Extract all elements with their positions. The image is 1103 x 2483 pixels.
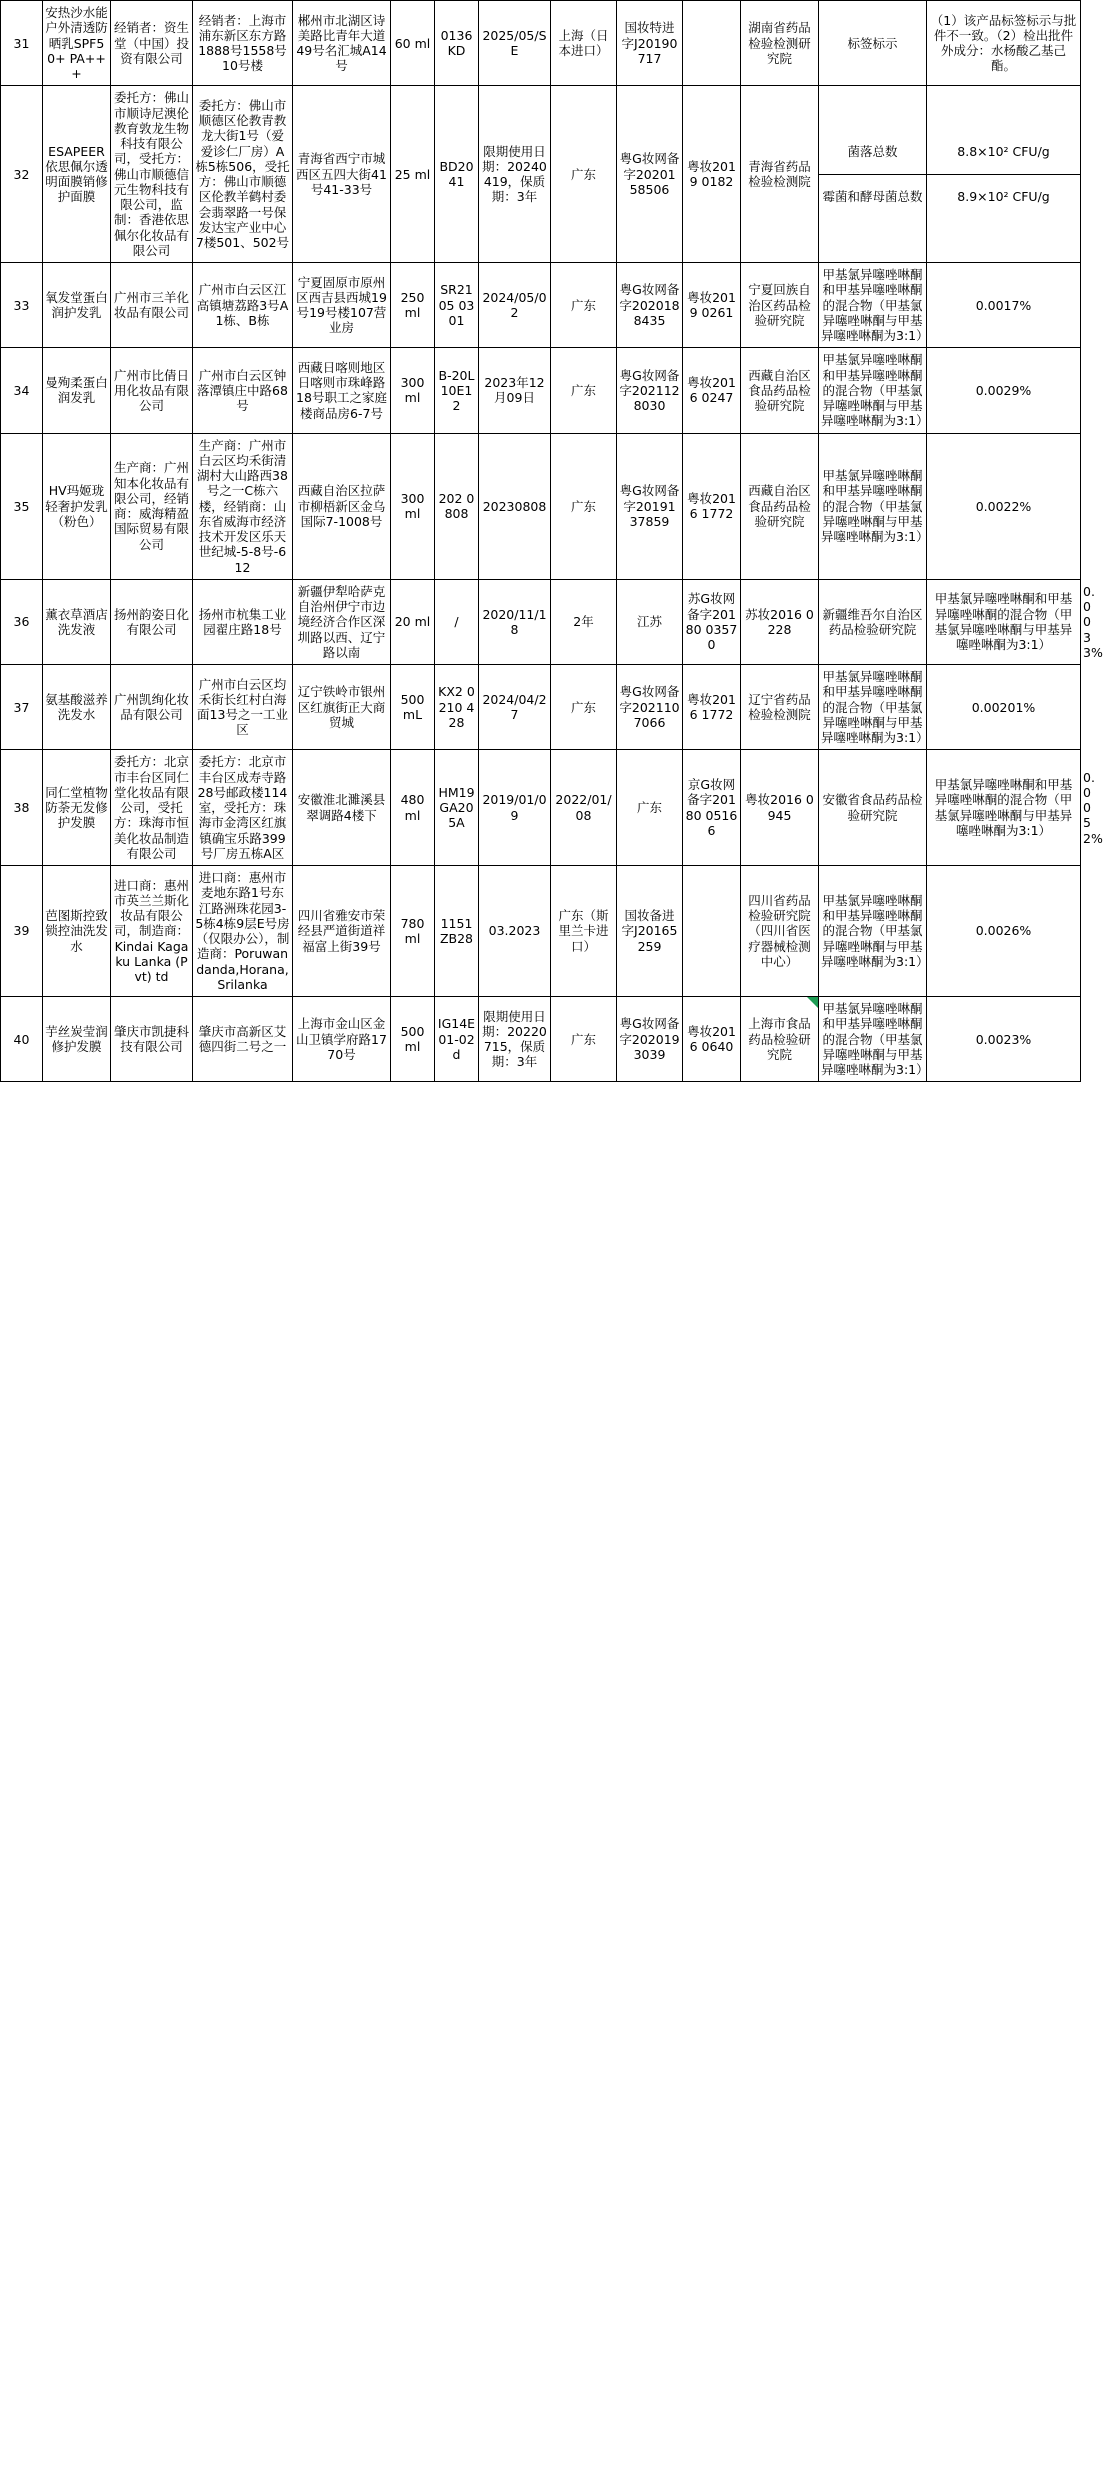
province: 广东	[551, 665, 617, 750]
spec: 20 ml	[391, 579, 435, 664]
inspection-institute: 辽宁省药品检验检测院	[741, 665, 819, 750]
inspection-item-part: 霉菌和酵母菌总数	[822, 188, 923, 204]
production-date: 03.2023	[479, 866, 551, 997]
spec: 300 ml	[391, 348, 435, 433]
row-index: 32	[1, 86, 43, 263]
company-address: 广州市白云区均禾街长红村白海面13号之一工业区	[193, 665, 293, 750]
inspection-item-part: 菌落总数	[819, 130, 926, 174]
product-name: 安热沙水能户外清透防晒乳SPF50+ PA+++	[43, 1, 111, 86]
table-row	[1, 1, 1081, 86]
approval-no: 粤G妆网备字2021107066	[617, 665, 683, 750]
spec: 780 ml	[391, 866, 435, 997]
production-date-alt: 2020/11/18	[479, 579, 551, 664]
product-name: 曼殉柔蛋白润发乳	[43, 348, 111, 433]
production-date: 2025/05/SE	[479, 1, 551, 86]
record-no: 粤妆2016 0640	[683, 997, 741, 1082]
company-address: 经销者：上海市浦东新区东方路1888号1558号10号楼	[193, 1, 293, 86]
company-name: 生产商：广州知本化妆品有限公司，经销商：威海精盈国际贸易有限公司	[111, 433, 193, 579]
company-address: 进口商：惠州市麦地东路1号东江路洲珠花园3-5栋4栋9层E号房（仅限办公），制造商：Poruwandanda,Horana,Srilanka	[193, 866, 293, 997]
table-row	[1, 263, 1081, 348]
inspection-result: （1）该产品标签标示与批件不一致。（2）检出批件外成分：水杨酸乙基己酯。	[927, 1, 1081, 86]
inspection-result: 0.0022%	[927, 433, 1081, 579]
record-no	[683, 866, 741, 997]
sampling-address: 安徽淮北濉溪县翠调路4楼下	[293, 750, 391, 866]
production-date: 2022/01/08	[551, 750, 617, 866]
production-date: 20230808	[479, 433, 551, 579]
company-address: 委托方：佛山市顺德区伦教青教龙大街1号（爱爱诊仁厂房）A栋5栋506，受托方：佛山市顺德区伦教羊鹤村委会翡翠路一号保发达宝产业中心7楼501、502号	[193, 86, 293, 263]
row-index: 37	[1, 665, 43, 750]
approval-no: 京G妆网备字20180 05166	[683, 750, 741, 866]
province: 广东	[551, 86, 617, 263]
company-address: 肇庆市高新区艾德四街二号之一	[193, 997, 293, 1082]
batch-no: KX2 0210 428	[435, 665, 479, 750]
company-address: 广州市白云区江高镇塘荔路3号A1栋、B栋	[193, 263, 293, 348]
province: 江苏	[617, 579, 683, 664]
table-row: 36 薰衣草酒店洗发液 扬州韵姿日化有限公司 扬州市杭集工业园翟庄路18号 新疆伊犁哈萨克自治州伊宁市边境经济合作区深圳路以西、辽宁路以南 20 ml / 2020/11/18 2年 江苏 苏G妆网备字20180 03570 苏妆2016 0228 新疆维吾尔自治区药品检验研究院 甲基氯异噻唑啉酮和甲基异噻唑啉酮的混合物（甲基氯异噻唑啉酮与甲基异噻唑啉酮为3:1） 0.0033%	[1, 579, 1081, 664]
approval-no: 国妆特进字J20190717	[617, 1, 683, 86]
production-date: 2年	[551, 579, 617, 664]
company-name: 扬州韵姿日化有限公司	[111, 579, 193, 664]
spec: 500 mL	[391, 665, 435, 750]
inspection-institute: 宁夏回族自治区药品检验研究院	[741, 263, 819, 348]
product-name: 芋丝炭莹润修护发膜	[43, 997, 111, 1082]
table-row	[1, 665, 1081, 750]
inspection-institute: 上海市食品药品检验研究院	[741, 997, 819, 1082]
inspection-item: 甲基氯异噻唑啉酮和甲基异噻唑啉酮的混合物（甲基氯异噻唑啉酮与甲基异噻唑啉酮为3:1）	[927, 579, 1081, 664]
company-name: 广州凯绚化妆品有限公司	[111, 665, 193, 750]
inspection-item: 甲基氯异噻唑啉酮和甲基异噻唑啉酮的混合物（甲基氯异噻唑啉酮与甲基异噻唑啉酮为3:1）	[927, 750, 1081, 866]
approval-no: 粤G妆网备字2020188435	[617, 263, 683, 348]
production-date: 限期使用日期：20220715，保质期：3年	[479, 997, 551, 1082]
table-row	[1, 866, 1081, 997]
production-date: 限期使用日期：20240419，保质期：3年	[479, 86, 551, 263]
approval-no: 粤G妆网备字2021128030	[617, 348, 683, 433]
record-no: 粤妆2019 0182	[683, 86, 741, 263]
inspection-results-table	[0, 0, 1103, 1082]
company-address: 委托方：北京市丰台区成寿寺路28号邮政楼114室，受托方：珠海市金湾区红旗镇确宝乐路399号厂房五栋A区	[193, 750, 293, 866]
inspection-item: 甲基氯异噻唑啉酮和甲基异噻唑啉酮的混合物（甲基氯异噻唑啉酮与甲基异噻唑啉酮为3:1）	[819, 263, 927, 348]
record-no: 粤妆2016 1772	[683, 433, 741, 579]
batch-no: HM19GA205A	[435, 750, 479, 866]
record-no	[683, 1, 741, 86]
row-index: 39	[1, 866, 43, 997]
sampling-address: 青海省西宁市城西区五四大街41号41-33号	[293, 86, 391, 263]
row-index: 35	[1, 433, 43, 579]
inspection-institute: 湖南省药品检验检测研究院	[741, 1, 819, 86]
product-name: 同仁堂植物防荼无发修护发膜	[43, 750, 111, 866]
product-name: ESAPEER依思佩尔透明面膜销修护面膜	[43, 86, 111, 263]
batch-no: SR2105 0301	[435, 263, 479, 348]
inspection-item: 甲基氯异噻唑啉酮和甲基异噻唑啉酮的混合物（甲基氯异噻唑啉酮与甲基异噻唑啉酮为3:1）	[819, 866, 927, 997]
product-name: 芭图斯控致锁控油洗发水	[43, 866, 111, 997]
inspection-institute: 西藏自治区食品药品检验研究院	[741, 348, 819, 433]
sampling-address: 西藏自治区拉萨市柳梧新区金乌国际7-1008号	[293, 433, 391, 579]
approval-no: 国妆备进字J20165259	[617, 866, 683, 997]
production-date: 2023年12月09日	[479, 348, 551, 433]
batch-no: 0136KD	[435, 1, 479, 86]
inspection-institute: 青海省药品检验检测院	[741, 86, 819, 263]
company-name: 肇庆市凯捷科技有限公司	[111, 997, 193, 1082]
sampling-address: 辽宁铁岭市银州区红旗街正大商贸城	[293, 665, 391, 750]
batch-no: 202 0808	[435, 433, 479, 579]
inspection-result-part: 8.9×10² CFU/g	[957, 188, 1050, 204]
company-name: 进口商：惠州市英兰兰斯化妆品有限公司，制造商：Kindai Kagaku Lanka (Pvt) td	[111, 866, 193, 997]
record-no: 粤妆2019 0261	[683, 263, 741, 348]
inspection-institute: 新疆维吾尔自治区药品检验研究院	[819, 579, 927, 664]
inspection-result: 0.0026%	[927, 866, 1081, 997]
approval-no: 粤G妆网备字20191 37859	[617, 433, 683, 579]
inspection-item: 甲基氯异噻唑啉酮和甲基异噻唑啉酮的混合物（甲基氯异噻唑啉酮与甲基异噻唑啉酮为3:1）	[819, 665, 927, 750]
inspection-result-part: 8.8×10² CFU/g	[927, 130, 1080, 174]
inspection-result: 0.0023%	[927, 997, 1081, 1082]
sampling-address: 西藏日喀则地区日喀则市珠峰路18号职工之家庭楼商品房6-7号	[293, 348, 391, 433]
company-name: 委托方：北京市丰台区同仁堂化妆品有限公司，受托方：珠海市恒美化妆品制造有限公司	[111, 750, 193, 866]
approval-no: 苏G妆网备字20180 03570	[683, 579, 741, 664]
table-row	[1, 86, 1081, 263]
table-row	[1, 348, 1081, 433]
sampling-address: 四川省雅安市荣经县严道街道祥福富上街39号	[293, 866, 391, 997]
batch-no: IG14E01-02d	[435, 997, 479, 1082]
province: 广东	[551, 348, 617, 433]
batch-no: B-20L10E12	[435, 348, 479, 433]
approval-no: 粤G妆网备字2020193039	[617, 997, 683, 1082]
province: 广东	[551, 433, 617, 579]
product-name: 薰衣草酒店洗发液	[43, 579, 111, 664]
table-row	[1, 433, 1081, 579]
table-row	[1, 997, 1081, 1082]
batch-no: BD2041	[435, 86, 479, 263]
row-index: 33	[1, 263, 43, 348]
inspection-item: 甲基氯异噻唑啉酮和甲基异噻唑啉酮的混合物（甲基氯异噻唑啉酮与甲基异噻唑啉酮为3:1）	[819, 348, 927, 433]
production-date: 2024/05/02	[479, 263, 551, 348]
province: 上海（日本进口）	[551, 1, 617, 86]
company-address: 广州市白云区钟落潭镇庄中路68号	[193, 348, 293, 433]
table-row: 38 同仁堂植物防荼无发修护发膜 委托方：北京市丰台区同仁堂化妆品有限公司，受托方：珠海市恒美化妆品制造有限公司 委托方：北京市丰台区成寿寺路28号邮政楼114室，受托方：珠海市金湾区红旗镇确宝乐路399号厂房五栋A区 安徽淮北濉溪县翠调路4楼下 480 ml HM19GA205A 2019/01/09 2022/01/08 广东 京G妆网备字20180 05166 粤妆2016 0945 安徽省食品药品检验研究院 甲基氯异噻唑啉酮和甲基异噻唑啉酮的混合物（甲基氯异噻唑啉酮与甲基异噻唑啉酮为3:1） 0.0052%	[1, 750, 1081, 866]
inspection-item	[819, 86, 927, 263]
record-no: 粤妆2016 0945	[741, 750, 819, 866]
company-name: 广州市比倩日用化妆品有限公司	[111, 348, 193, 433]
row-index: 38	[1, 750, 43, 866]
row-index: 40	[1, 997, 43, 1082]
sampling-address: 新疆伊犁哈萨克自治州伊宁市边境经济合作区深圳路以西、辽宁路以南	[293, 579, 391, 664]
company-name: 广州市三羊化妆品有限公司	[111, 263, 193, 348]
inspection-result	[927, 86, 1081, 263]
product-name: HV玛姬珑轻奢护发乳（粉色）	[43, 433, 111, 579]
spec: 25 ml	[391, 86, 435, 263]
row-index: 34	[1, 348, 43, 433]
inspection-result: 0.00201%	[927, 665, 1081, 750]
province: 广东	[551, 263, 617, 348]
sampling-address: 郴州市北湖区诗美路比青年大道49号名汇城A14号	[293, 1, 391, 86]
inspection-item: 甲基氯异噻唑啉酮和甲基异噻唑啉酮的混合物（甲基氯异噻唑啉酮与甲基异噻唑啉酮为3:1）	[819, 433, 927, 579]
inspection-item: 甲基氯异噻唑啉酮和甲基异噻唑啉酮的混合物（甲基氯异噻唑啉酮与甲基异噻唑啉酮为3:1）	[819, 997, 927, 1082]
approval-no: 粤G妆网备字20201 58506	[617, 86, 683, 263]
province: 广东	[617, 750, 683, 866]
spec: 60 ml	[391, 1, 435, 86]
product-name: 氧发堂蛋白润护发乳	[43, 263, 111, 348]
record-no: 苏妆2016 0228	[741, 579, 819, 664]
record-no: 粤妆2016 0247	[683, 348, 741, 433]
row-index: 31	[1, 1, 43, 86]
production-date: 2024/04/27	[479, 665, 551, 750]
inspection-item: 标签标示	[819, 1, 927, 86]
spec: 300 ml	[391, 433, 435, 579]
spec: 480 ml	[391, 750, 435, 866]
sampling-address: 上海市金山区金山卫镇学府路1770号	[293, 997, 391, 1082]
row-index: 36	[1, 579, 43, 664]
inspection-result: 0.0017%	[927, 263, 1081, 348]
production-date-alt: 2019/01/09	[479, 750, 551, 866]
sampling-address: 宁夏固原市原州区西吉县西城19号19号楼107营业房	[293, 263, 391, 348]
spec: 500 ml	[391, 997, 435, 1082]
batch-no: /	[435, 579, 479, 664]
province: 广东	[551, 997, 617, 1082]
company-address: 生产商：广州市白云区均禾街清湖村大山路西38号之一C栋六楼，经销商：山东省威海市经济技术开发区乐天世纪城-5-8号-612	[193, 433, 293, 579]
inspection-institute: 四川省药品检验研究院（四川省医疗器械检测中心）	[741, 866, 819, 997]
product-name: 氨基酸滋养洗发水	[43, 665, 111, 750]
inspection-institute: 安徽省食品药品检验研究院	[819, 750, 927, 866]
inspection-result: 0.0029%	[927, 348, 1081, 433]
batch-no: 1151ZB28	[435, 866, 479, 997]
company-name: 经销者：资生堂（中国）投资有限公司	[111, 1, 193, 86]
province: 广东（斯里兰卡进口）	[551, 866, 617, 997]
company-address: 扬州市杭集工业园翟庄路18号	[193, 579, 293, 664]
spec: 250 ml	[391, 263, 435, 348]
inspection-institute: 西藏自治区食品药品检验研究院	[741, 433, 819, 579]
company-name: 委托方：佛山市顺诗尼澳伦教育敦龙生物科技有限公司，受托方：佛山市顺德信元生物科技有限公司，监制：香港依思佩尔化妆品有限公司	[111, 86, 193, 263]
record-no: 粤妆2016 1772	[683, 665, 741, 750]
